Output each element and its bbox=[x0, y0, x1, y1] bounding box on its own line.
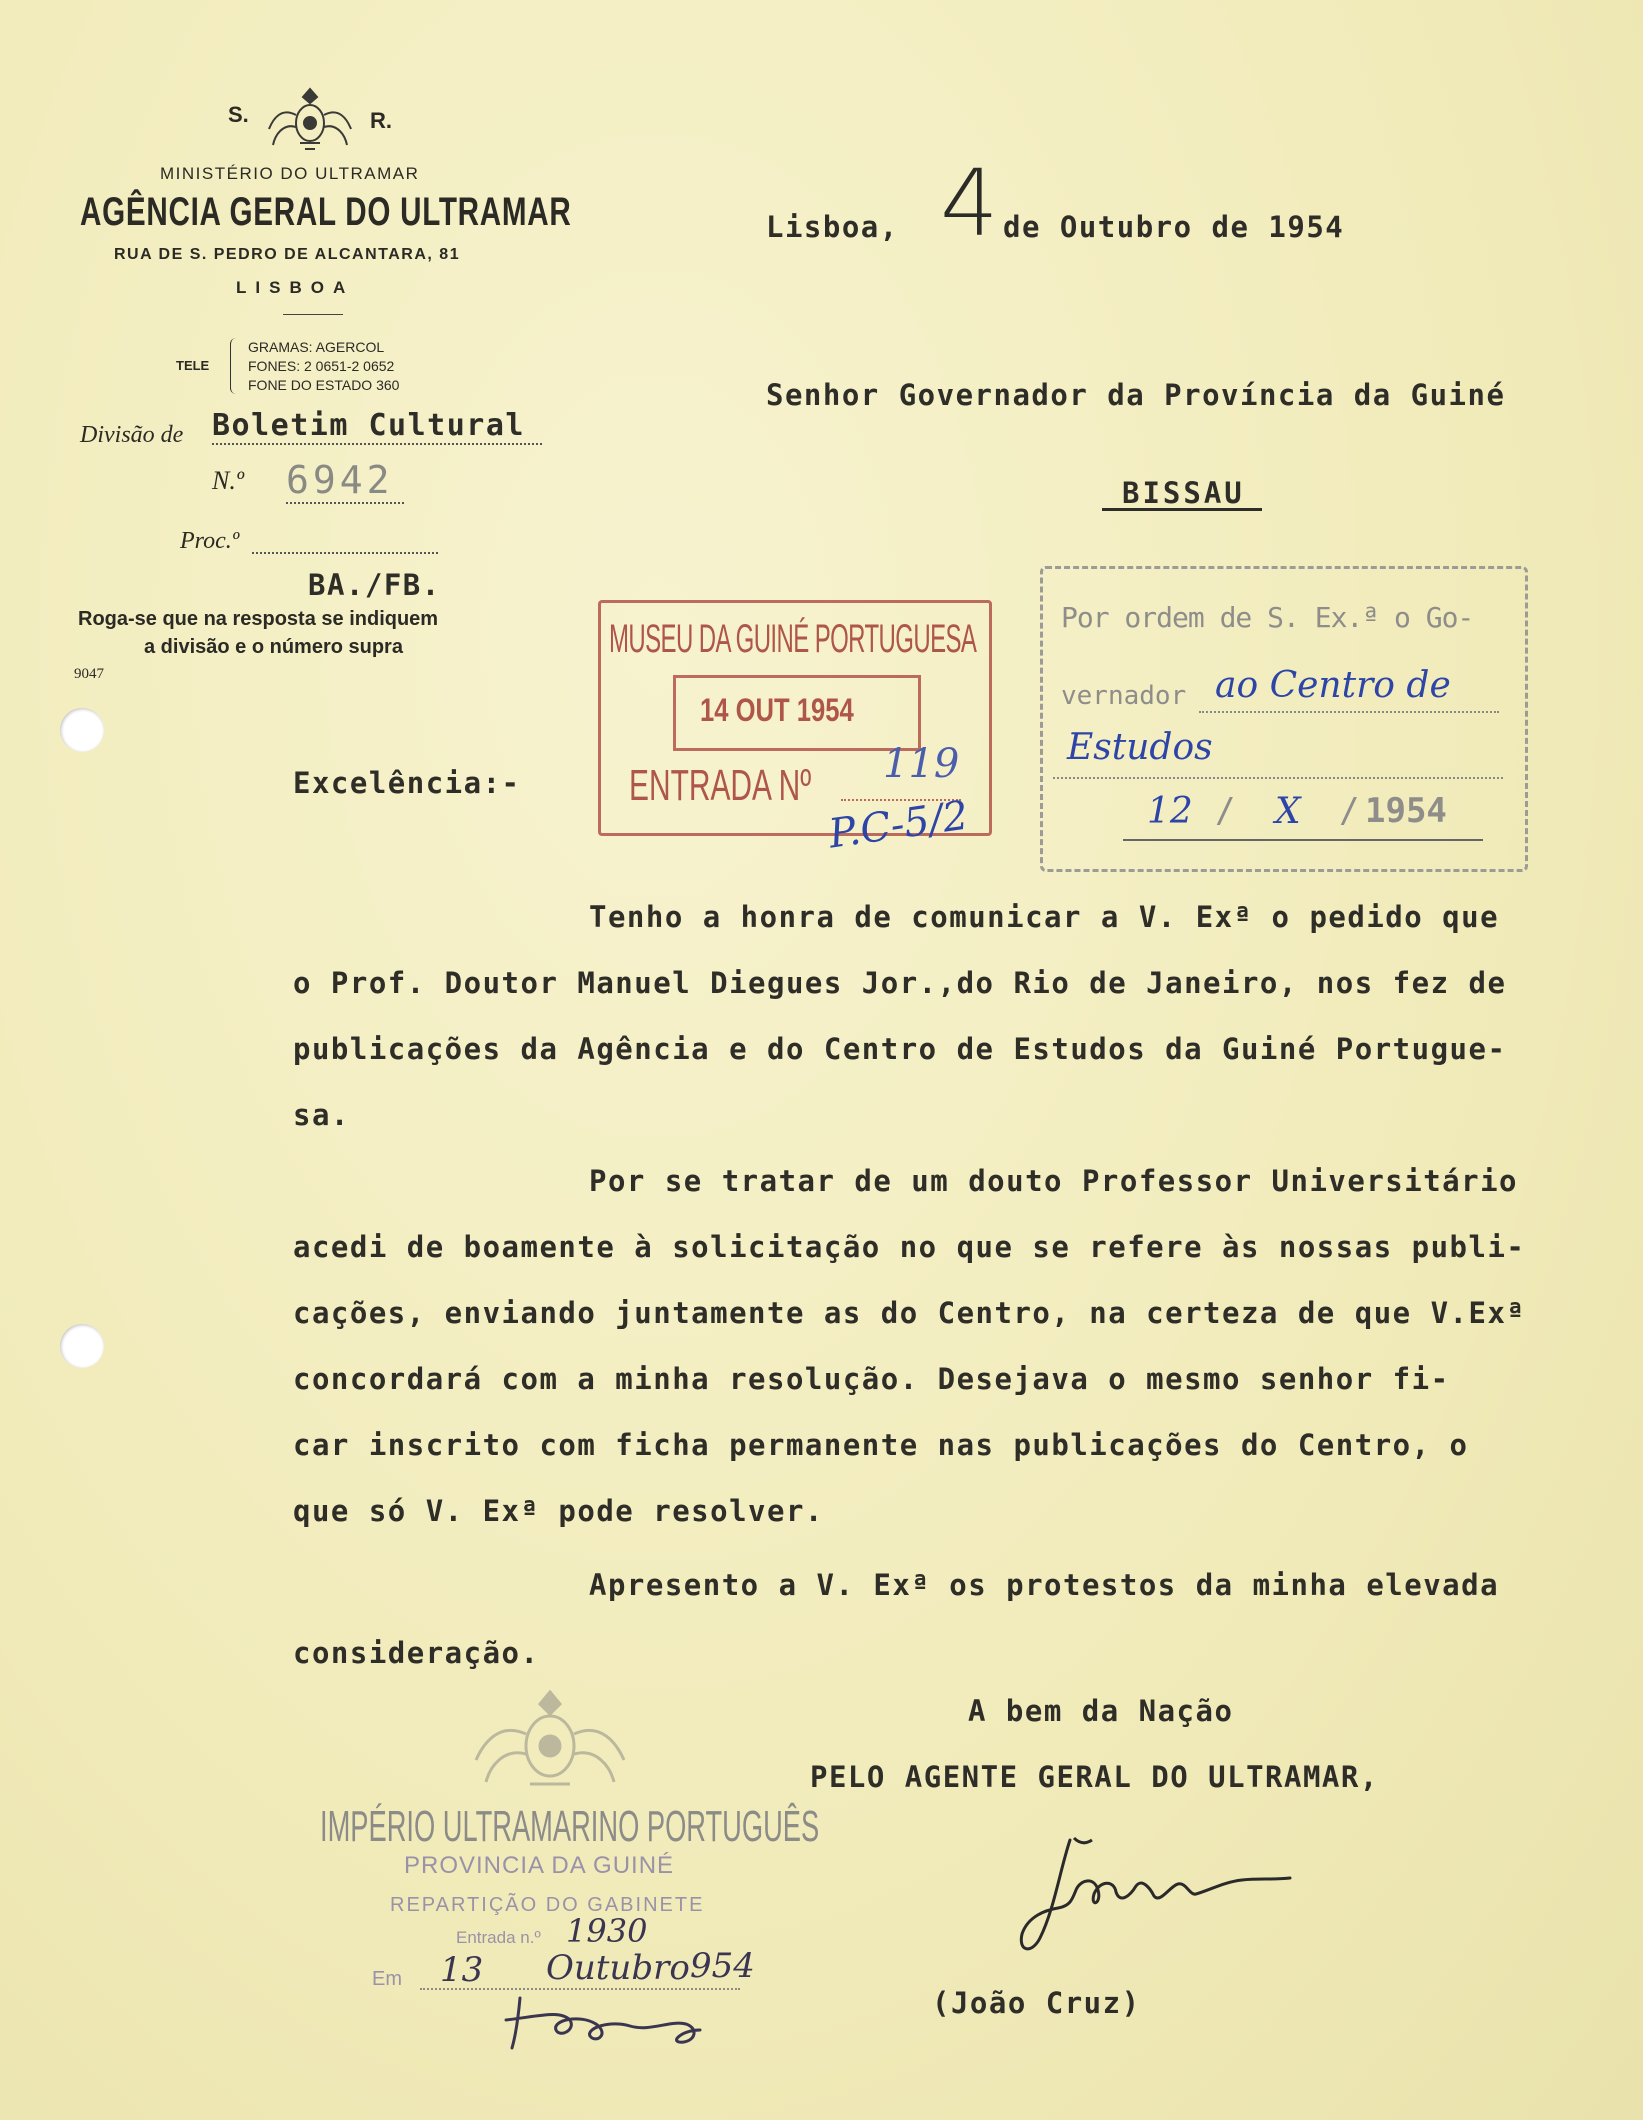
empire-stamp-entrada-label: Entrada n.º bbox=[456, 1928, 541, 1947]
body-line: que só V. Exª pode resolver. bbox=[293, 1494, 824, 1528]
date-day-handwritten: 4 bbox=[940, 150, 999, 257]
handwritten-file-reference: P.C-5/2 bbox=[826, 792, 972, 858]
body-line: cações, enviando juntamente as do Centro, na certeza de que V.Exª bbox=[293, 1296, 1526, 1330]
body-line: Tenho a honra de comunicar a V. Exª o pedido que bbox=[589, 900, 1500, 934]
empire-stamp-line2: PROVINCIA DA GUINÉ bbox=[404, 1852, 675, 1879]
order-stamp-line3-handwritten: Estudos bbox=[1067, 727, 1213, 768]
tele-telefones: FONES: 2 0651-2 0652 bbox=[248, 358, 395, 374]
body-line: publicações da Agência e do Centro de Estudos da Guiné Portugue- bbox=[293, 1032, 1507, 1066]
body-line: acedi de boamente à solicitação no que se refere às nossas publi- bbox=[293, 1230, 1526, 1264]
signatory-name: (João Cruz) bbox=[932, 1986, 1141, 2020]
empire-stamp-em-label: Em bbox=[372, 1968, 402, 1990]
order-stamp-date-month: X bbox=[1275, 791, 1301, 832]
request-line-1: Roga-se que na resposta se indiquem bbox=[78, 608, 439, 630]
order-stamp-line2-handwritten: ao Centro de bbox=[1215, 665, 1451, 706]
addressee-city: BISSAU bbox=[1122, 476, 1245, 510]
number-value: 6942 bbox=[286, 458, 404, 504]
museum-stamp-date: 14 OUT 1954 bbox=[700, 692, 854, 728]
museum-stamp-title: MUSEU DA GUINÉ PORTUGUESA bbox=[609, 617, 977, 661]
order-stamp-date-day: 12 bbox=[1147, 791, 1193, 832]
body-line: Por se tratar de um douto Professor Universitário bbox=[589, 1164, 1519, 1198]
closing-line2: PELO AGENTE GERAL DO ULTRAMAR, bbox=[810, 1760, 1379, 1794]
empire-stamp-date-year: 954 bbox=[690, 1946, 755, 1986]
empire-stamp-date-day: 13 bbox=[440, 1950, 484, 1990]
tele-telegramas: GRAMAS: AGERCOL bbox=[248, 339, 385, 355]
form-code: 9047 bbox=[74, 666, 104, 682]
agency-street: RUA DE S. PEDRO DE ALCANTARA, 81 bbox=[114, 246, 461, 263]
salutation: Excelência:- bbox=[293, 766, 521, 800]
order-stamp-line1: Por ordem de S. Ex.ª o Go- bbox=[1061, 601, 1474, 634]
order-stamp-date-sep2: / bbox=[1339, 791, 1360, 831]
order-stamp-date-year: 1954 bbox=[1365, 791, 1447, 831]
empire-stamp-entrada-value: 1930 bbox=[566, 1912, 648, 1950]
addressee-line: Senhor Governador da Província da Guiné bbox=[766, 378, 1506, 412]
sr-right: R. bbox=[370, 108, 392, 133]
museum-stamp-date-box bbox=[673, 675, 921, 751]
empire-coat-of-arms-icon bbox=[470, 1686, 630, 1796]
coat-of-arms-icon bbox=[265, 85, 355, 157]
date-rest: de Outubro de 1954 bbox=[1003, 210, 1345, 244]
order-stamp-line3-rule bbox=[1053, 777, 1503, 779]
proc-line bbox=[252, 552, 438, 554]
number-label: N.º bbox=[212, 466, 244, 495]
punch-hole-top bbox=[60, 708, 104, 752]
order-stamp-date-sep1: / bbox=[1215, 791, 1236, 831]
signature-handwritten bbox=[1010, 1830, 1310, 1960]
museum-stamp-entrada: ENTRADA Nº bbox=[629, 761, 812, 810]
reference-initials: BA./FB. bbox=[308, 568, 441, 602]
division-value: Boletim Cultural bbox=[212, 408, 542, 445]
body-line: concordará com a minha resolução. Desejava o mesmo senhor fi- bbox=[293, 1362, 1450, 1396]
body-line: car inscrito com ficha permanente nas publicações do Centro, o bbox=[293, 1428, 1469, 1462]
agency-city: LISBOA bbox=[236, 278, 355, 297]
body-line: Apresento a V. Exª os protestos da minha elevada bbox=[589, 1568, 1500, 1602]
tele-fone-estado: FONE DO ESTADO 360 bbox=[248, 377, 400, 393]
order-stamp-date-rule bbox=[1123, 839, 1483, 841]
proc-label: Proc.º bbox=[180, 528, 240, 554]
letterhead-rule bbox=[283, 314, 343, 315]
empire-stamp-line3: REPARTIÇÃO DO GABINETE bbox=[390, 1894, 705, 1916]
tele-lines bbox=[248, 338, 399, 395]
order-stamp-line2-rule bbox=[1199, 711, 1499, 713]
ministry-name: MINISTÉRIO DO ULTRAMAR bbox=[160, 164, 420, 183]
empire-stamp-line1: IMPÉRIO ULTRAMARINO PORTUGUÊS bbox=[320, 1802, 820, 1851]
order-stamp bbox=[1040, 566, 1528, 872]
order-stamp-line2-print: vernador bbox=[1061, 681, 1187, 711]
addressee-city-underline bbox=[1102, 508, 1262, 511]
date-city: Lisboa, bbox=[766, 210, 899, 244]
agency-name: AGÊNCIA GERAL DO ULTRAMAR bbox=[80, 190, 572, 234]
sr-left: S. bbox=[228, 102, 249, 127]
closing-line1: A bem da Nação bbox=[968, 1694, 1234, 1728]
request-line-2: a divisão e o número supra bbox=[144, 636, 403, 658]
empire-stamp-date-month: Outubro bbox=[546, 1948, 690, 1988]
body-line: o Prof. Doutor Manuel Diegues Jor.,do Rio de Janeiro, nos fez de bbox=[293, 966, 1507, 1000]
punch-hole-bottom bbox=[60, 1324, 104, 1368]
museum-stamp-number-handwritten: 119 bbox=[883, 741, 960, 787]
tele-brace bbox=[230, 338, 239, 394]
tele-prefix: TELE bbox=[176, 358, 210, 373]
body-line: sa. bbox=[293, 1098, 350, 1132]
division-label: Divisão de bbox=[80, 422, 184, 448]
body-line: consideração. bbox=[293, 1636, 540, 1670]
empire-stamp-initials-handwritten bbox=[500, 1990, 720, 2060]
